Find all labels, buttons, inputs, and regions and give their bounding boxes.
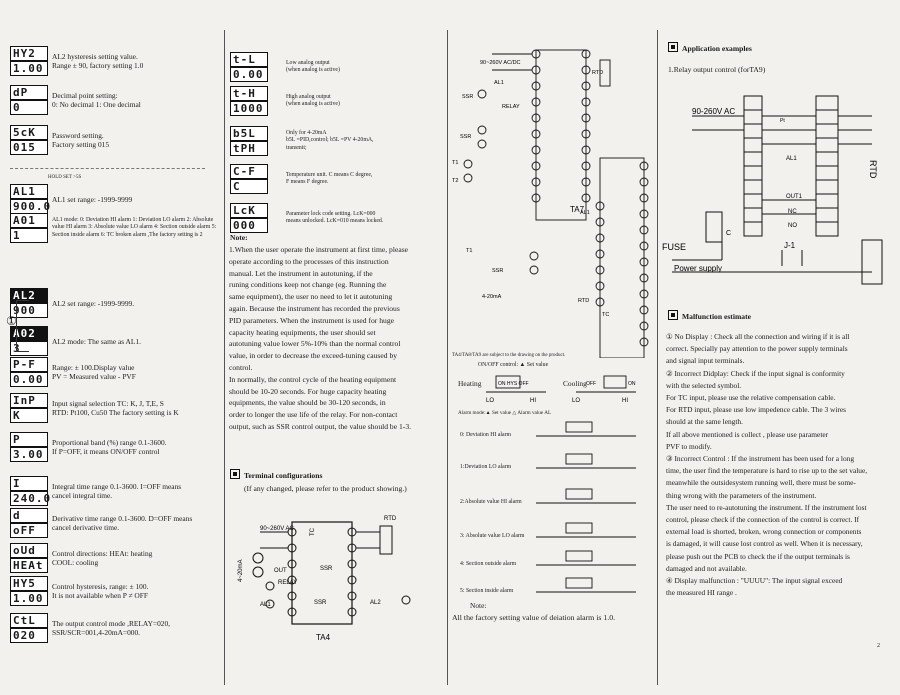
alarm-mode-diagram: [536, 521, 646, 549]
lcd-text: oFF: [10, 523, 48, 538]
parameter-row: [230, 86, 442, 116]
svg-text:OUT: OUT: [274, 568, 287, 574]
column-divider: [447, 30, 448, 685]
svg-text:RTD: RTD: [578, 298, 590, 304]
malfunction-line: meanwhile the outsidesystem running well, there must be some-: [666, 478, 856, 488]
parameter-description: AL1 set range: -1999-9999: [52, 194, 133, 204]
lcd-text: 240.0: [10, 491, 48, 506]
alarm-mode-diagram: [536, 420, 646, 448]
note-line: should be 10-20 seconds. For huge capacity heating: [229, 386, 387, 396]
alarm-mode-label: 5: Section inside alarm: [460, 588, 514, 594]
parameter-description: b5L =PID,control; b5L =PV 4-20mA,: [286, 137, 374, 144]
svg-text:90~260V AC: 90~260V AC: [260, 526, 294, 532]
parameter-description: PV = Measured value - PVF: [52, 372, 136, 381]
alarm-mode-label: 0: Deviation HI alarm: [460, 432, 512, 438]
terminal-config-heading: [230, 469, 322, 482]
parameter-description: SSR/SCR=001,4-20mA=000.: [52, 628, 141, 637]
ta9-wiring-diagram: [662, 90, 894, 290]
parameter-description: Control hysteresis, range: ± 100.: [52, 582, 149, 591]
circle-marker: ①: [6, 314, 17, 328]
alarm-mode-label: 2:Absolute value HI alarm: [460, 499, 522, 505]
alarm-mode-legend: Alarm mode:▲ Set value △ Alarm value AL: [458, 410, 552, 416]
svg-text:RTD: RTD: [384, 516, 397, 522]
malfunction-line: damaged and not available.: [666, 563, 747, 573]
parameter-description: High analog output: [286, 93, 331, 100]
lcd-text: I: [10, 476, 48, 491]
malfunction-line: correct. Specially pay attention to the power supply terminals: [666, 344, 848, 354]
section-divider: [10, 168, 205, 169]
note-line: order to longer the use life of the relay. For non-contact: [229, 410, 398, 420]
parameter-description: cancel integral time.: [52, 491, 113, 500]
svg-text:RELAY: RELAY: [278, 580, 298, 586]
parameter-description: Decimal point setting:: [52, 91, 118, 100]
svg-text:OFF: OFF: [586, 381, 596, 387]
ta7-label: TA7: [570, 205, 585, 214]
note-line: manual. Let the instrument in autotuning, if the: [229, 268, 373, 278]
hold-set-label: HOLD SET >5S: [48, 175, 82, 180]
lcd-display: [10, 125, 48, 155]
lcd-text: t-L: [230, 52, 268, 67]
parameter-description: Integral time range 0.1-3600. I=OFF means: [52, 482, 182, 491]
malfunction-line: should at the same length.: [666, 417, 743, 427]
lcd-text: HY5: [10, 576, 48, 591]
parameter-description: Input signal selection TC: K, J, T,E, S: [52, 399, 164, 408]
note-line: PID parameters. When the instrument is used for huge: [229, 315, 394, 325]
note-line: control.: [229, 362, 253, 372]
lcd-display: [10, 576, 48, 606]
fuse-label: FUSE: [662, 242, 687, 252]
lcd-display: [10, 46, 48, 76]
column-divider: [224, 30, 225, 685]
lcd-text: d: [10, 508, 48, 523]
parameter-description: Derivative time range 0.1-3600. D=OFF means: [52, 514, 193, 523]
lcd-text: 015: [10, 140, 48, 155]
lcd-text: CtL: [10, 613, 48, 628]
lcd-text: InP: [10, 393, 48, 408]
alarm-mode-label: 1:Deviation LO alarm: [460, 464, 512, 470]
svg-text:RELAY: RELAY: [502, 104, 520, 110]
parameter-row: [230, 164, 442, 194]
ta4-label: TA4: [316, 633, 331, 642]
parameter-description: RTD: Pt100, Cu50 The factory setting is K: [52, 408, 179, 417]
svg-text:ON HYS OFF: ON HYS OFF: [498, 381, 529, 387]
parameter-description: Control directions: HEAt: heating: [52, 549, 153, 558]
parameter-description: (when analog is active): [286, 67, 340, 73]
parameter-row: [230, 52, 442, 82]
parameter-row: [10, 432, 220, 462]
lcd-text: t-H: [230, 86, 268, 101]
alarm-mode-diagram: [536, 487, 646, 515]
svg-text:T2: T2: [452, 178, 459, 184]
svg-text:NO: NO: [788, 223, 797, 229]
note-line: In normally, the control cycle of the heating equipment: [229, 374, 397, 384]
bullet-icon: [668, 42, 678, 52]
malfunction-line: is damaged, it will cause lost control as well. When it is necessary,: [666, 539, 863, 549]
lcd-display: [10, 184, 52, 214]
parameter-row: [10, 125, 220, 155]
lcd-text: dP: [10, 85, 48, 100]
parameter-description: Range ± 90, factory setting 1.0: [52, 61, 144, 70]
lcd-text: 5cK: [10, 125, 48, 140]
malfunction-line: PVF to modify.: [666, 441, 712, 451]
svg-text:LO: LO: [486, 398, 495, 404]
malfunction-line: control, please check if the connection of the control is correct. If: [666, 515, 860, 525]
alarm-mode-diagram: [536, 576, 646, 604]
malfunction-line: ② Incorrect Didplay: Check if the input signal is conformity: [666, 368, 845, 378]
parameter-description: Range: ± 100.Display value: [52, 363, 135, 372]
onoff-legend: ON/OFF control: ▲ Set value: [478, 362, 549, 368]
lcd-text: 3.00: [10, 447, 48, 462]
parameter-row: [10, 46, 220, 76]
svg-text:HI: HI: [530, 398, 536, 404]
lcd-text: 1: [10, 228, 48, 243]
parameter-description: The output control mode ,RELAY=020,: [52, 619, 171, 628]
heating-label: Heating: [458, 379, 482, 388]
malfunction-line: and signal input terminals.: [666, 356, 745, 366]
lcd-text: P-F: [10, 357, 48, 372]
app-title: Application examples: [682, 44, 752, 53]
svg-text:T1: T1: [452, 160, 459, 166]
lcd-text: HEAt: [10, 558, 48, 573]
svg-text:SSR: SSR: [460, 134, 472, 140]
parameter-row: [10, 476, 220, 506]
parameter-row: [10, 85, 220, 115]
parameter-description: cancel derivative time.: [52, 523, 120, 532]
lcd-display: [10, 432, 48, 462]
svg-text:LO: LO: [572, 398, 581, 404]
svg-text:T1: T1: [466, 248, 473, 254]
bullet-icon: [230, 469, 240, 479]
app-sub: 1.Relay output control (forTA9): [668, 65, 766, 74]
svg-text:HI: HI: [622, 398, 628, 404]
svg-text:Pt: Pt: [780, 118, 785, 124]
parameter-description: Factory setting 015: [52, 140, 110, 149]
malfunction-line: with the selected symbol.: [666, 380, 742, 390]
parameter-row: [10, 184, 220, 214]
parameter-row: [10, 576, 220, 606]
svg-text:AL1: AL1: [786, 156, 797, 162]
rtd-label: RTD: [868, 160, 878, 179]
lcd-display: [230, 52, 268, 82]
lcd-text: 1.00: [10, 61, 48, 76]
svg-text:OUT1: OUT1: [786, 194, 803, 200]
lcd-text: AL1: [10, 184, 48, 199]
lcd-display: [10, 85, 48, 115]
lcd-text: 0.00: [230, 67, 268, 82]
lcd-text: C-F: [230, 164, 268, 179]
malfunction-line: For TC input, please use the relative compensation cable.: [666, 393, 836, 403]
lcd-text: 3: [10, 341, 48, 356]
note-line: value, in order to decrease the exceed-tuning caused by: [229, 351, 398, 361]
parameter-row: [10, 213, 220, 243]
svg-text:RTD: RTD: [592, 70, 604, 76]
alarm-mode-label: 3: Absolute value LO alarm: [460, 533, 525, 539]
alarm-mode-label: 4: Section outside alarm: [460, 561, 517, 567]
terminal-config-sub: (If any changed, please refer to the product showing.): [244, 484, 407, 493]
ta4-wiring-diagram: [230, 508, 442, 648]
parameter-description: AL2 mode: The same as AL1.: [52, 336, 141, 346]
lcd-display: [10, 613, 48, 643]
malfunction-line: please push out the PCB to check the if the output terminals is: [666, 551, 850, 561]
parameter-row: [230, 203, 442, 233]
lcd-display: [10, 213, 48, 243]
lcd-text: 900: [10, 303, 48, 318]
lcd-display: [230, 86, 268, 116]
malfunction-line: The user need to re-autotuning the instrument. If the instrument lost: [666, 502, 867, 512]
svg-text:4~20mA: 4~20mA: [238, 559, 244, 582]
note-line: operate according to the processes of this instruction: [229, 256, 389, 266]
note-line: again. Because the instrument has recorded the previous: [229, 303, 400, 313]
lcd-display: [10, 508, 48, 538]
parameter-description: If P=OFF, it means ON/OFF control: [52, 447, 160, 456]
svg-text:90-260V AC: 90-260V AC: [692, 107, 736, 116]
subject-note: TA4/TA8/TA9 are subject to the drawing on the product.: [452, 353, 566, 358]
lcd-text: oUd: [10, 543, 48, 558]
parameter-description: It is not available when P ≠ OFF: [52, 591, 148, 600]
svg-text:AL1: AL1: [580, 210, 590, 216]
svg-text:4-20mA: 4-20mA: [482, 294, 502, 300]
note-line: same equipment), the user no need to let it autotuning: [229, 292, 393, 302]
svg-text:AL1: AL1: [494, 80, 504, 86]
lcd-display: [230, 126, 268, 156]
lcd-display: [10, 543, 48, 573]
parameter-description: Low analog output: [286, 59, 330, 66]
lcd-text: 900.0: [10, 199, 48, 214]
note-line: equipments, the value should be 30-120 seconds, in: [229, 398, 386, 408]
note-text: All the factory setting value of deiation alarm is 1.0.: [452, 613, 616, 622]
parameter-description: means unlocked. LcK=010 means locked.: [286, 218, 384, 224]
malfunction-line: ③ Incorrect Control : If the instrument has been used for a long: [666, 454, 855, 464]
bracket: [16, 300, 29, 352]
alarm-mode-diagram: [536, 452, 646, 480]
lcd-display: [10, 393, 48, 423]
parameter-row: [10, 326, 220, 356]
parameter-row: [10, 393, 220, 423]
parameter-row: [10, 543, 220, 573]
parameter-description: Only for 4-20mA: [286, 130, 327, 137]
svg-text:SSR: SSR: [320, 566, 333, 572]
lcd-text: 1.00: [10, 591, 48, 606]
lcd-display: [10, 476, 52, 506]
parameter-row: [10, 288, 220, 318]
page-number: 2: [877, 643, 880, 649]
parameter-description: (when analog is active): [286, 101, 340, 107]
svg-text:NC: NC: [788, 209, 797, 215]
lcd-text: P: [10, 432, 48, 447]
parameter-description: AL1 mode: 0: Deviation HI alarm 1: Deviation LO alarm 2: Absolute value HI alarm 3: Absolute value LO alarm 4: Section outside alarm 5: Section inside alarm 6: TC broken alarm ,The factory setting is 2: [52, 217, 217, 238]
malfunction-line: external load is shorted, broken, wrong connection or components: [666, 527, 862, 537]
note-title: Note:: [230, 233, 248, 242]
lcd-text: A01: [10, 213, 48, 228]
lcd-text: 0: [10, 100, 48, 115]
malfunction-line: the measured HI range .: [666, 588, 737, 598]
note-line: autotuning value lower 5%-10% than the normal control: [229, 339, 401, 349]
svg-text:SSR: SSR: [462, 94, 474, 100]
malfunction-heading: [668, 310, 751, 323]
parameter-description: transmit;: [286, 144, 307, 151]
lcd-text: 1000: [230, 101, 268, 116]
note-line: runing conditions keep not change (eg. Running the: [229, 280, 387, 290]
lcd-text: b5L: [230, 126, 268, 141]
lcd-text: C: [230, 179, 268, 194]
parameter-row: [10, 613, 220, 643]
parameter-description: Parameter lock code setting. LcK=000: [286, 210, 376, 217]
lcd-text: 0.00: [10, 372, 48, 387]
lcd-text: HY2: [10, 46, 48, 61]
parameter-description: Temperature unit. C means C degree,: [286, 171, 373, 178]
malfunction-body: [666, 331, 891, 599]
parameter-description: AL2 hysteresis setting value.: [52, 52, 138, 61]
lcd-display: [10, 357, 48, 387]
power-supply-label: Power supply: [674, 264, 723, 273]
parameter-row: [230, 126, 442, 156]
lcd-text: tPH: [230, 141, 268, 156]
onoff-diagram: [486, 372, 646, 408]
note-label: Note:: [470, 601, 487, 610]
parameter-description: COOL: cooling: [52, 558, 99, 567]
lcd-text: 020: [10, 628, 48, 643]
alarm-mode-diagram: [536, 549, 646, 577]
bullet-icon: [668, 310, 678, 320]
lcd-text: LcK: [230, 203, 268, 218]
malfunction-title: Malfunction estimate: [682, 312, 751, 321]
ta7-wiring-diagram: [452, 40, 654, 358]
lcd-text: AL2: [10, 288, 48, 303]
parameter-description: F means F degree.: [286, 179, 329, 185]
svg-text:TC: TC: [310, 528, 316, 536]
note-line: capacity heating equipments, the user should set: [229, 327, 376, 337]
lcd-display: [230, 164, 268, 194]
svg-text:90~260V AC/DC: 90~260V AC/DC: [480, 60, 521, 66]
malfunction-line: thing wrong with the parameters of the instrument.: [666, 490, 817, 500]
cooling-label: Cooling: [563, 379, 587, 388]
parameter-description: Proportional band (%) range 0.1-3600.: [52, 438, 167, 447]
terminal-config-title: Terminal configurations: [244, 471, 323, 480]
malfunction-line: ④ Display malfunction : "UUUU": The input signal exceed: [666, 576, 843, 586]
svg-text:AL1: AL1: [260, 602, 271, 608]
malfunction-line: For RTD input, please use low impedence cable. The 3 wires: [666, 405, 847, 415]
parameter-row: [10, 357, 220, 387]
app-heading: [668, 42, 752, 55]
svg-text:AL2: AL2: [370, 600, 381, 606]
lcd-text: 000: [230, 218, 268, 233]
parameter-row: [10, 508, 220, 538]
note-line: output, such as SSR control output, the value should be 1-3.: [229, 421, 412, 431]
note-body: [229, 244, 444, 433]
parameter-description: Password setting.: [52, 131, 104, 140]
svg-text:C: C: [726, 230, 732, 237]
malfunction-line: ① No Display : Check all the connection and wiring if it is all: [666, 332, 850, 341]
note-line: 1.When the user operate the instrument at first time, please: [229, 245, 409, 254]
svg-text:ON: ON: [628, 381, 636, 387]
lcd-display: [230, 203, 268, 233]
svg-text:SSR: SSR: [492, 268, 504, 274]
parameter-description: AL2 set range: -1999-9999.: [52, 298, 135, 308]
parameter-description: 0: No decimal 1: One decimal: [52, 100, 141, 109]
malfunction-line: time, the user find the temperature is hard to rise up to the set value,: [666, 466, 868, 476]
svg-text:J-1: J-1: [784, 241, 796, 250]
column-divider: [657, 30, 658, 685]
lcd-text: A02: [10, 326, 48, 341]
svg-text:TC: TC: [602, 312, 610, 318]
svg-text:SSR: SSR: [314, 600, 327, 606]
lcd-text: K: [10, 408, 48, 423]
malfunction-line: If all above mentioned is collect , please use parameter: [666, 429, 829, 439]
